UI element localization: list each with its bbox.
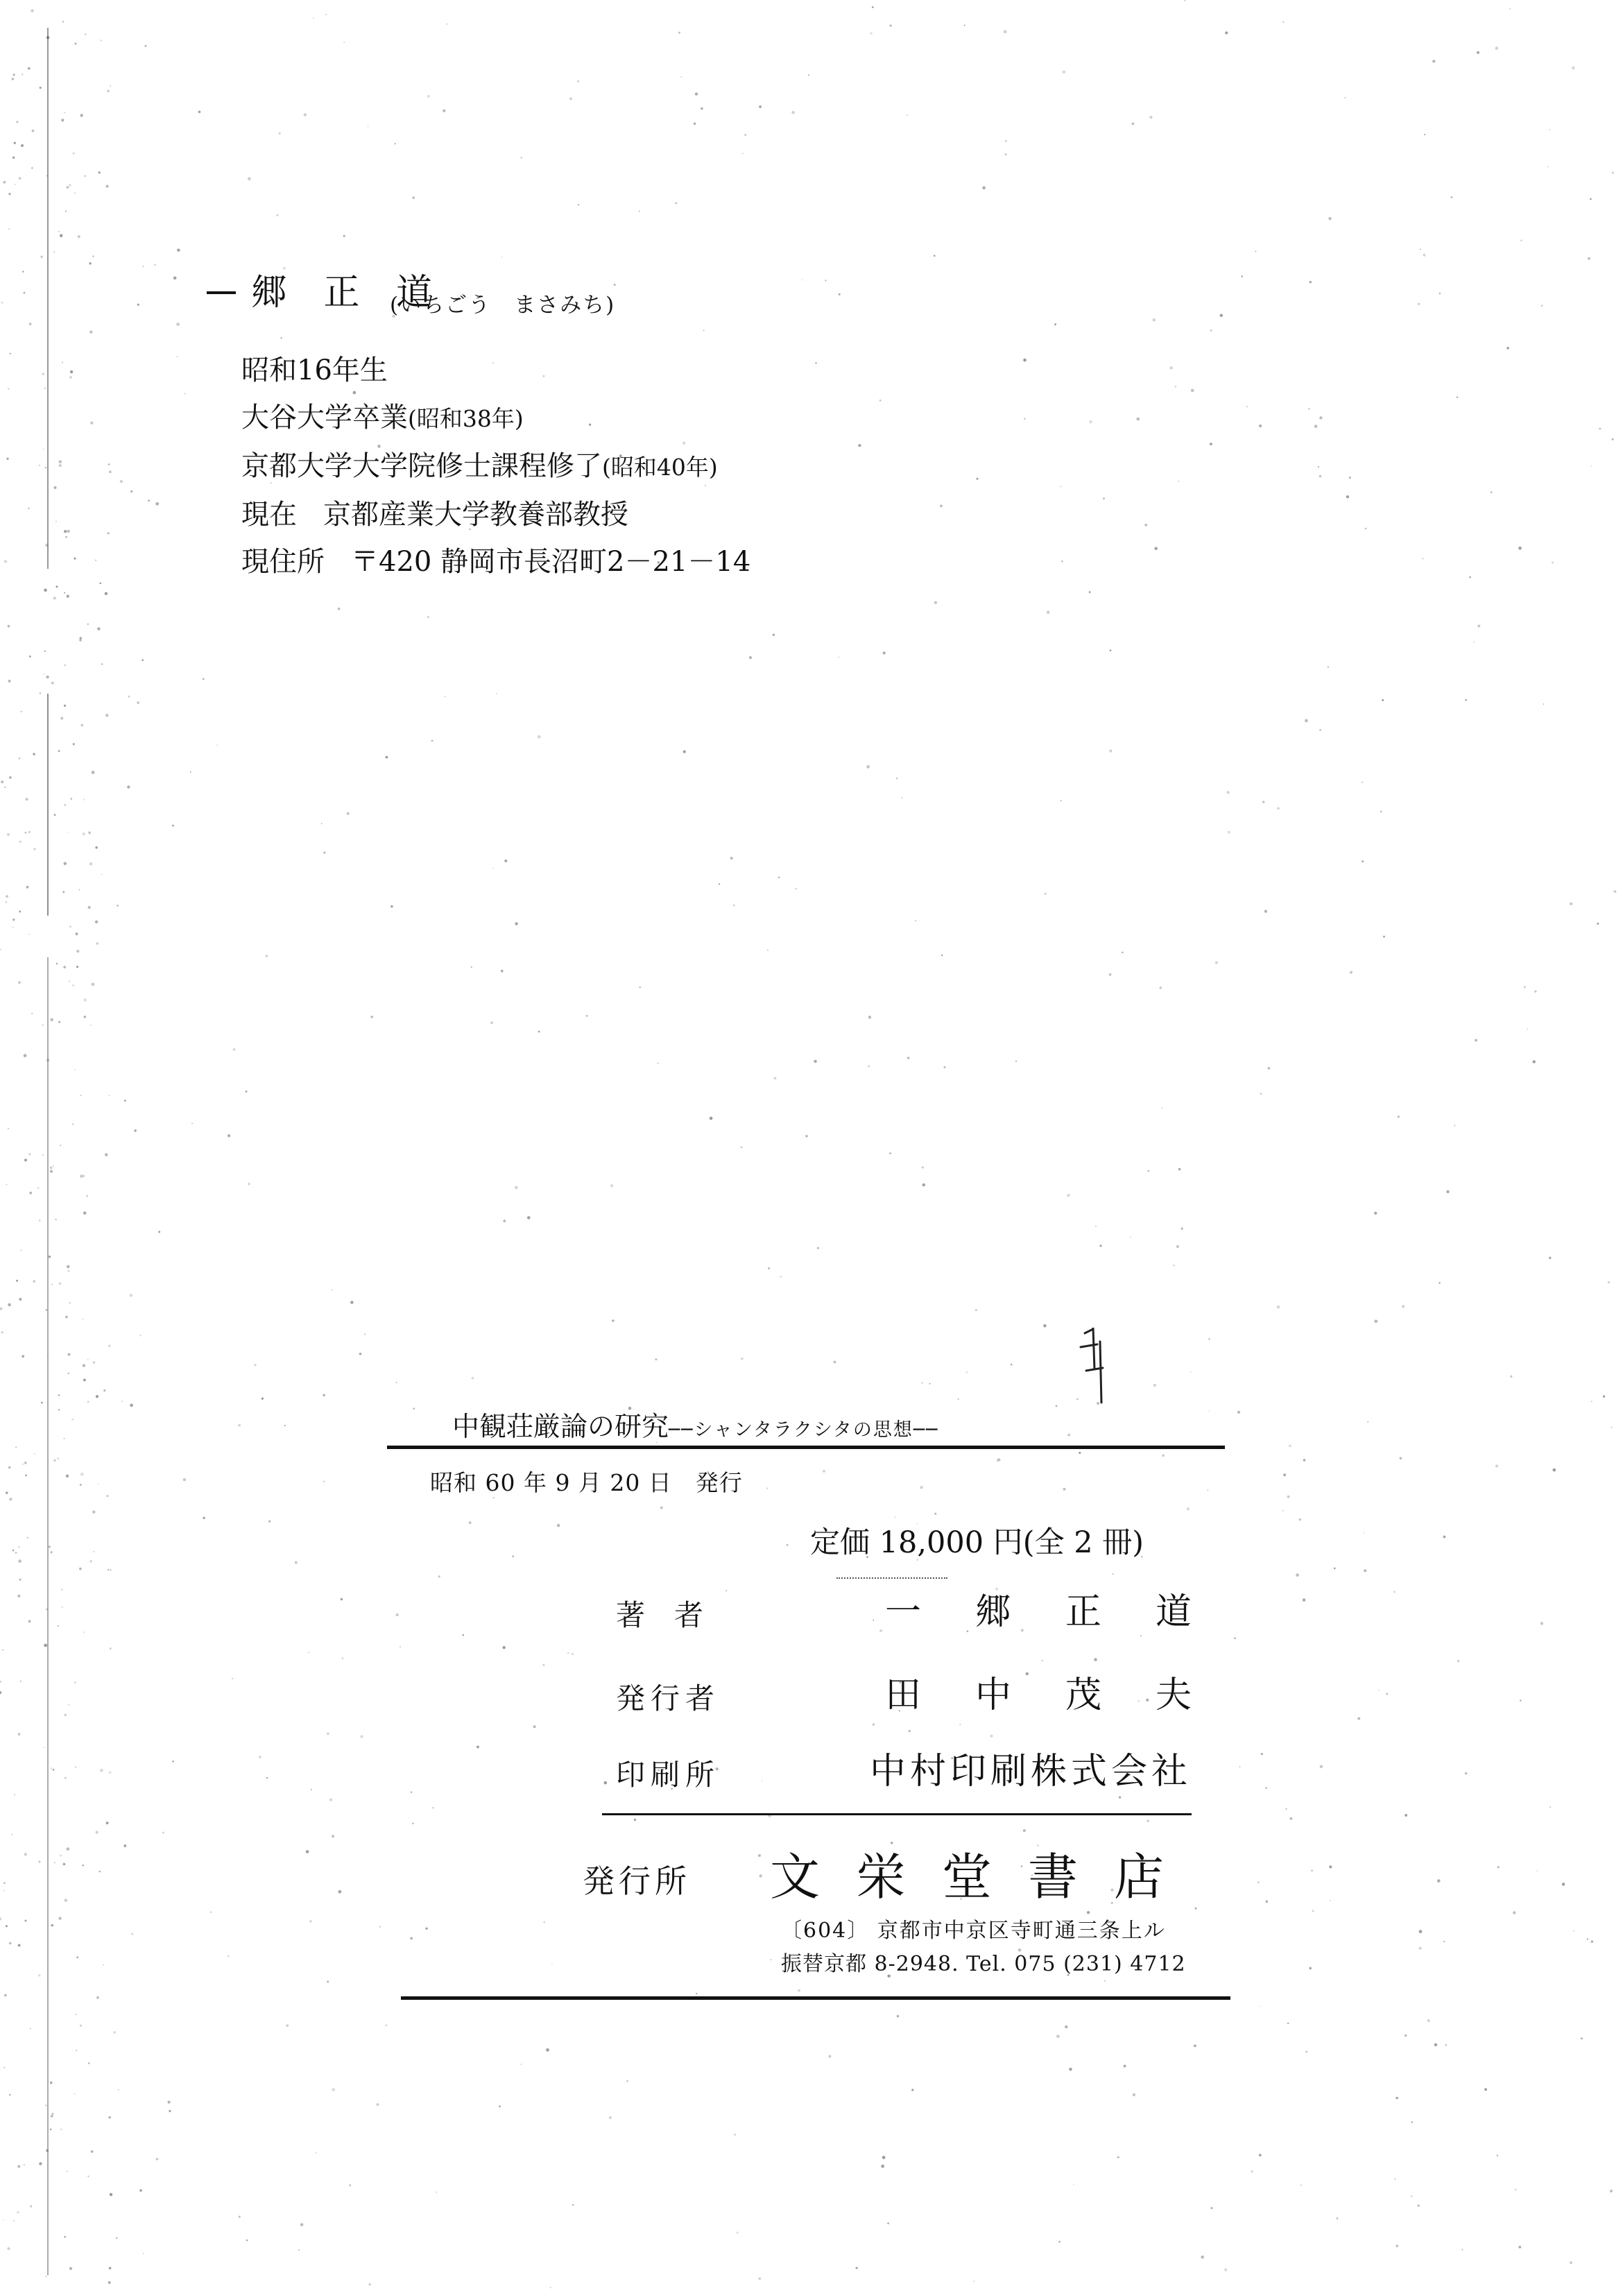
publication-date: 昭和 60 年 9 月 20 日 発行 xyxy=(430,1469,743,1496)
publisher-person-value: 田中茂夫 xyxy=(884,1674,1246,1716)
publisher-label: 発行所 xyxy=(583,1862,691,1900)
bio-education-2 xyxy=(241,443,750,491)
author-name-text: 郷 正 道 xyxy=(251,272,445,314)
publisher-address: 〔604〕 京都市中京区寺町通三条上ル xyxy=(781,1919,1166,1943)
publisher-person-label: 発行者 xyxy=(616,1681,721,1715)
book-subtitle: ──シャンタラクシタの思想── xyxy=(669,1419,939,1441)
bio-education-1 xyxy=(241,394,750,443)
handwritten-mark xyxy=(1079,1328,1114,1404)
printer-value: 中村印刷株式会社 xyxy=(869,1751,1192,1792)
author-row xyxy=(616,1590,1246,1634)
printer-row xyxy=(616,1749,1192,1794)
author-reading: (いちごう まさみち) xyxy=(390,293,616,318)
price-underline xyxy=(836,1577,947,1579)
bio-education-1-year: (昭和38年) xyxy=(408,405,524,432)
colophon-rule-top xyxy=(387,1446,1225,1449)
bio-address-label: 現住所 xyxy=(241,546,325,578)
price: 定価 18,000 円(全 2 冊) xyxy=(810,1525,1144,1560)
bio-education-2-year: (昭和40年) xyxy=(602,454,718,481)
colophon-rule-bottom xyxy=(401,1996,1230,2000)
bio-current-label: 現在 xyxy=(241,499,297,531)
bio-education-1-main: 大谷大学卒業 xyxy=(241,402,408,434)
bio-current-position xyxy=(241,491,750,538)
printer-label: 印刷所 xyxy=(616,1758,721,1792)
publisher-phone: 振替京都 8-2948. Tel. 075 (231) 4712 xyxy=(781,1952,1186,1976)
author-dash xyxy=(207,291,236,294)
bio-address-value: 〒420 静岡市長沼町2－21－14 xyxy=(351,546,751,578)
colophon-rule-middle xyxy=(602,1813,1192,1815)
bio-education-2-main: 京都大学大学院修士課程修了 xyxy=(241,450,602,482)
book-title: 中観荘厳論の研究 xyxy=(452,1412,669,1443)
colophon-title xyxy=(452,1405,938,1444)
bio-current-value: 京都産業大学教養部教授 xyxy=(323,499,628,531)
author-value: 一郷正道 xyxy=(884,1591,1246,1633)
publisher-name: 文栄堂書店 xyxy=(770,1848,1201,1906)
author-label: 著者 xyxy=(616,1598,733,1632)
bio-address xyxy=(241,538,750,585)
publisher-person-row xyxy=(616,1673,1246,1717)
bio-born: 昭和16年生 xyxy=(241,354,388,386)
author-biography xyxy=(241,347,750,585)
